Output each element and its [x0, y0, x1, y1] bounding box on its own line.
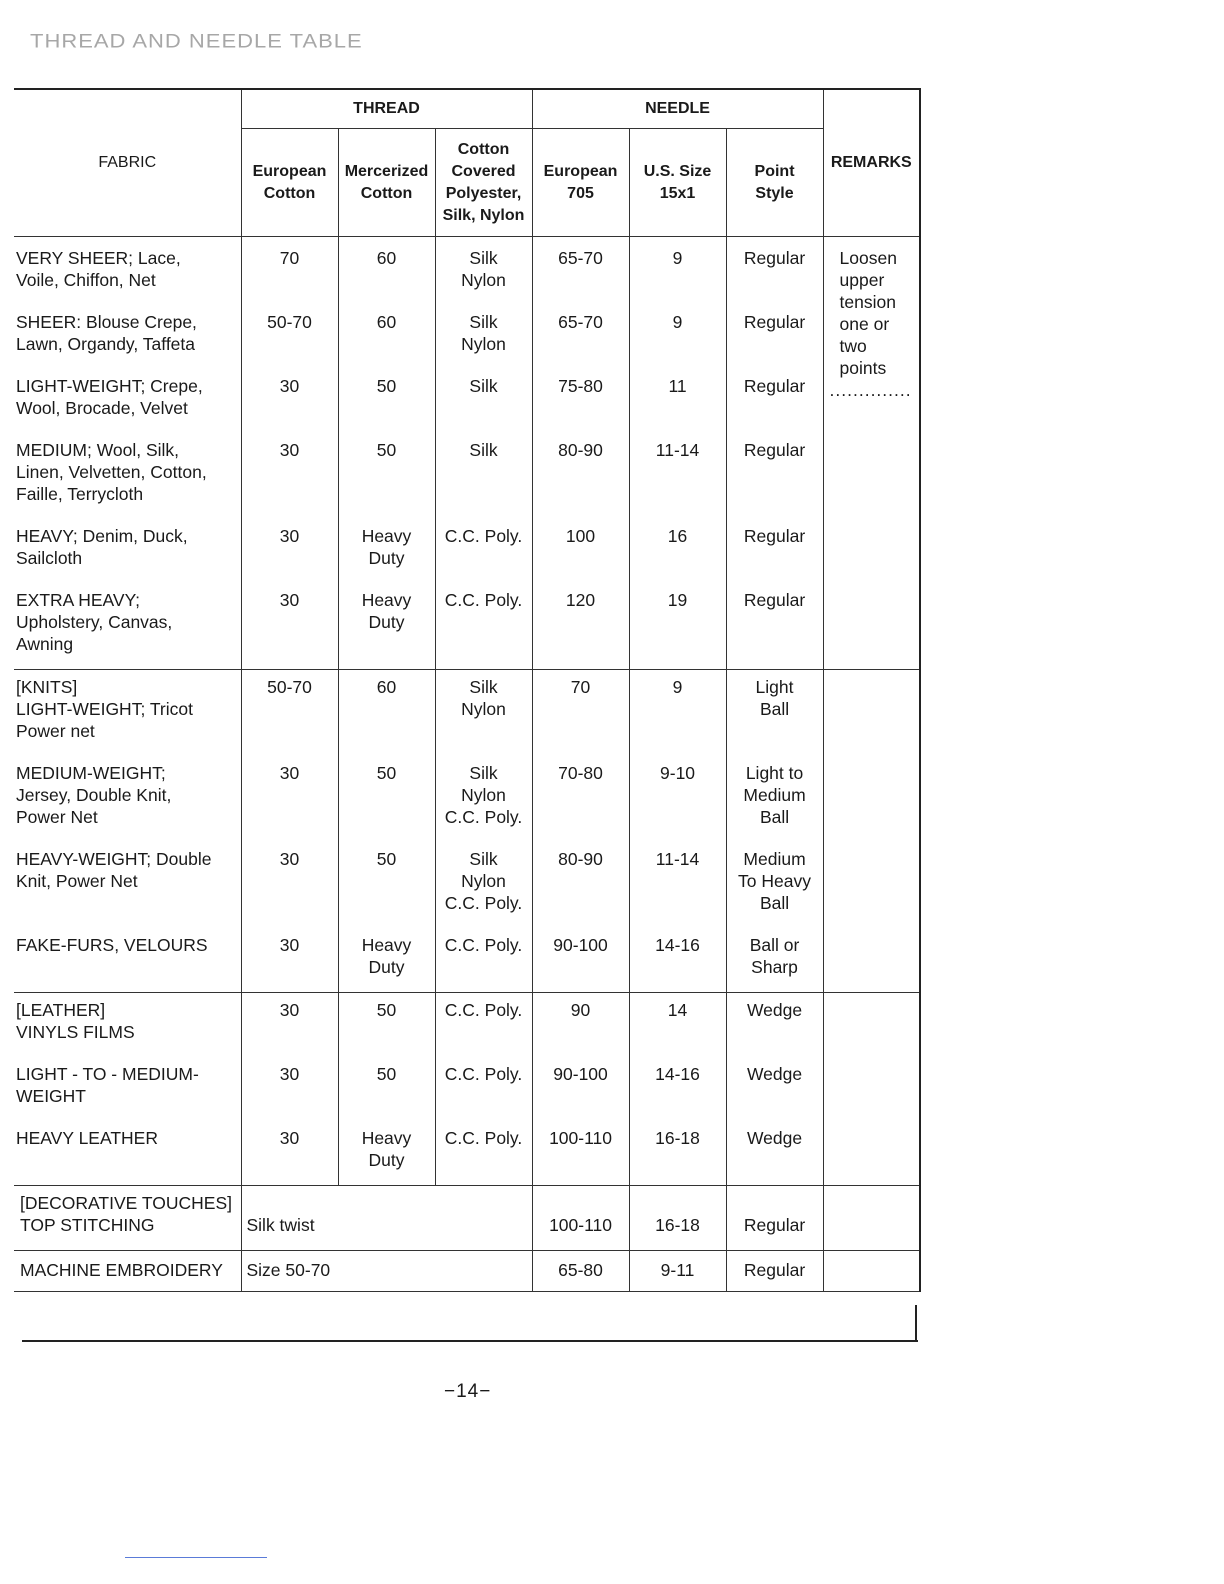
- text-line: Faille, Terrycloth: [16, 484, 144, 504]
- fabric-cell: [14, 928, 241, 993]
- text-line: one or: [839, 314, 890, 334]
- text-line: 30: [279, 1000, 300, 1020]
- text-line: 70-80: [558, 763, 603, 783]
- mercerized-cotton-header: [338, 129, 435, 237]
- point-style-cell: [726, 842, 823, 928]
- cotton-covered-cell: [435, 433, 532, 519]
- european-705-cell: [532, 993, 629, 1058]
- text-line: Silk: [469, 440, 498, 460]
- text-line: Silk: [469, 312, 498, 332]
- page-number: −14−: [444, 1381, 492, 1402]
- us-size-cell: [629, 993, 726, 1058]
- point-style-cell: [726, 1251, 823, 1292]
- cotton-covered-cell: [435, 756, 532, 842]
- text-line: 9: [672, 677, 683, 697]
- fabric-cell: [14, 1057, 241, 1121]
- us-size-cell: [629, 433, 726, 519]
- european-705-cell: [532, 670, 629, 757]
- text-line: EXTRA HEAVY;: [16, 590, 140, 610]
- text-line: upper: [839, 270, 885, 290]
- text-line: Awning: [16, 634, 74, 654]
- us-size-cell: [629, 670, 726, 757]
- text-line: 50: [376, 763, 397, 783]
- european-705-cell: [532, 305, 629, 369]
- european-cotton-cell: [241, 519, 338, 583]
- text-line: Nylon: [461, 871, 506, 891]
- table-body: [14, 237, 920, 1292]
- fabric-cell: [14, 1121, 241, 1186]
- text-line: two: [839, 336, 867, 356]
- text-line: Nylon: [461, 334, 506, 354]
- text-line: 80-90: [558, 440, 603, 460]
- text-line: To Heavy: [738, 871, 811, 891]
- table-row: [14, 433, 920, 519]
- text-line: Regular: [743, 440, 806, 460]
- text-line: 30: [279, 763, 300, 783]
- table-row: [14, 670, 920, 757]
- text-line: MEDIUM; Wool, Silk,: [16, 440, 180, 460]
- fabric-cell: [14, 519, 241, 583]
- european-705-cell: [532, 1186, 629, 1251]
- text-line: 100-110: [549, 1128, 612, 1148]
- text-line: 50: [376, 849, 397, 869]
- text-line: Regular: [743, 1215, 806, 1235]
- text-line: Heavy: [361, 1128, 412, 1148]
- cotton-covered-cell: [435, 842, 532, 928]
- text-line: Regular: [743, 312, 806, 332]
- text-line: 50-70: [267, 677, 312, 697]
- text-line: 16-18: [655, 1215, 700, 1235]
- text-line: 9: [672, 312, 683, 332]
- european-705-cell: [532, 519, 629, 583]
- us-size-cell: [629, 1121, 726, 1186]
- text-line: WEIGHT: [16, 1086, 86, 1106]
- mercerized-cotton-cell: [338, 583, 435, 670]
- underline-mark: [125, 1557, 267, 1558]
- text-line: 11-14: [655, 849, 700, 869]
- fabric-cell: [14, 993, 241, 1058]
- text-line: 60: [376, 312, 397, 332]
- text-line: Duty: [368, 1150, 405, 1170]
- us-size-cell: [629, 1251, 726, 1292]
- text-line: European: [543, 162, 618, 180]
- table-row: [14, 928, 920, 993]
- thread-needle-table: [14, 88, 921, 1292]
- text-line: LIGHT-WEIGHT; Tricot: [16, 699, 193, 719]
- mercerized-cotton-cell: [338, 369, 435, 433]
- text-line: C.C. Poly.: [444, 935, 523, 955]
- cotton-covered-cell: [435, 670, 532, 757]
- european-cotton-cell: [241, 583, 338, 670]
- table-row: [14, 993, 920, 1058]
- text-line: Upholstery, Canvas,: [16, 612, 173, 632]
- text-line: VINYLS FILMS: [16, 1022, 135, 1042]
- text-line: 50: [376, 1064, 397, 1084]
- table-row: [14, 1186, 920, 1251]
- european-cotton-cell: [241, 1121, 338, 1186]
- text-line: Style: [755, 184, 794, 202]
- point-style-cell: [726, 928, 823, 993]
- table-row: [14, 369, 920, 433]
- table-row: [14, 1251, 920, 1292]
- european-705-cell: [532, 928, 629, 993]
- point-style-cell: [726, 1121, 823, 1186]
- cotton-covered-cell: [435, 583, 532, 670]
- european-cotton-cell: [241, 928, 338, 993]
- mercerized-cotton-cell: [338, 1057, 435, 1121]
- fabric-cell: [14, 756, 241, 842]
- text-line: 14-16: [655, 935, 700, 955]
- remarks-dots: ..............: [829, 380, 912, 400]
- text-line: Heavy: [361, 935, 412, 955]
- fabric-cell: [14, 237, 241, 306]
- text-line: VERY SHEER; Lace,: [16, 248, 181, 268]
- text-line: C.C. Poly.: [444, 590, 523, 610]
- text-line: Covered: [451, 162, 516, 180]
- text-line: C.C. Poly.: [444, 1064, 523, 1084]
- european-cotton-header: [241, 129, 338, 237]
- text-line: 100-110: [549, 1215, 612, 1235]
- mercerized-cotton-cell: [338, 928, 435, 993]
- us-size-cell: [629, 842, 726, 928]
- text-line: SHEER: Blouse Crepe,: [16, 312, 197, 332]
- remarks-cell: [823, 1251, 920, 1292]
- european-cotton-cell: [241, 1057, 338, 1121]
- us-size-header: [629, 129, 726, 237]
- mercerized-cotton-cell: [338, 842, 435, 928]
- text-line: 11: [668, 376, 687, 396]
- text-line: 30: [279, 849, 300, 869]
- text-line: 80-90: [558, 849, 603, 869]
- fabric-cell: [14, 842, 241, 928]
- text-line: 9-11: [660, 1260, 695, 1280]
- text-line: C.C. Poly.: [444, 1128, 523, 1148]
- us-size-cell: [629, 928, 726, 993]
- cotton-covered-cell: [435, 928, 532, 993]
- cotton-covered-cell: [435, 519, 532, 583]
- european-cotton-cell: [241, 670, 338, 757]
- text-line: 90-100: [553, 1064, 608, 1084]
- european-cotton-cell: [241, 305, 338, 369]
- text-line: C.C. Poly.: [444, 893, 523, 913]
- table-row: [14, 1057, 920, 1121]
- table-row: [14, 305, 920, 369]
- text-line: Linen, Velvetten, Cotton,: [16, 462, 207, 482]
- text-line: Knit, Power Net: [16, 871, 138, 891]
- text-line: Silk twist: [246, 1215, 315, 1235]
- table-row: [14, 583, 920, 670]
- text-line: C.C. Poly.: [444, 526, 523, 546]
- us-size-cell: [629, 1057, 726, 1121]
- us-size-cell: [629, 369, 726, 433]
- point-style-cell: [726, 670, 823, 757]
- text-line: 14: [667, 1000, 688, 1020]
- text-line: Power Net: [16, 807, 98, 827]
- text-line: TOP STITCHING: [20, 1215, 155, 1235]
- cotton-covered-cell: [435, 1121, 532, 1186]
- cotton-covered-cell: [435, 1057, 532, 1121]
- text-line: 70: [279, 248, 300, 268]
- us-size-cell: [629, 1186, 726, 1251]
- text-line: Point: [754, 162, 795, 180]
- needle-header: NEEDLE: [532, 89, 823, 129]
- text-line: Light to: [745, 763, 804, 783]
- text-line: 60: [376, 677, 397, 697]
- text-line: Duty: [368, 612, 405, 632]
- fabric-cell: [14, 433, 241, 519]
- fabric-cell: [14, 305, 241, 369]
- cotton-covered-cell: [435, 305, 532, 369]
- text-line: 50: [376, 440, 397, 460]
- text-line: 65-80: [558, 1260, 603, 1280]
- text-line: 30: [279, 526, 300, 546]
- text-line: 50-70: [267, 312, 312, 332]
- text-line: HEAVY LEATHER: [16, 1128, 158, 1148]
- text-line: 120: [565, 590, 596, 610]
- text-line: Cotton: [360, 184, 413, 202]
- remarks-header: REMARKS: [823, 89, 920, 237]
- remarks-cell: [823, 1186, 920, 1251]
- point-style-cell: [726, 519, 823, 583]
- table-row: [14, 519, 920, 583]
- text-line: Wedge: [746, 1128, 803, 1148]
- text-line: Ball: [759, 893, 790, 913]
- text-line: Regular: [743, 1260, 806, 1280]
- thread-span-cell: [241, 1251, 532, 1292]
- european-705-cell: [532, 583, 629, 670]
- table-row: [14, 756, 920, 842]
- text-line: 705: [567, 184, 594, 202]
- text-line: Voile, Chiffon, Net: [16, 270, 156, 290]
- cotton-covered-cell: [435, 237, 532, 306]
- european-cotton-cell: [241, 433, 338, 519]
- us-size-cell: [629, 305, 726, 369]
- point-style-cell: [726, 237, 823, 306]
- european-cotton-cell: [241, 842, 338, 928]
- mercerized-cotton-cell: [338, 305, 435, 369]
- text-line: U.S. Size: [643, 162, 712, 180]
- fabric-cell: [14, 670, 241, 757]
- table-row: [14, 842, 920, 928]
- text-line: Ball: [759, 807, 790, 827]
- remarks-cell: [823, 237, 920, 670]
- text-line: 30: [279, 440, 300, 460]
- text-line: Wedge: [746, 1064, 803, 1084]
- text-line: 30: [279, 590, 300, 610]
- text-line: LIGHT-WEIGHT; Crepe,: [16, 376, 203, 396]
- point-style-cell: [726, 993, 823, 1058]
- remarks-cell: [823, 993, 920, 1186]
- text-line: Nylon: [461, 270, 506, 290]
- fabric-cell: [14, 1251, 241, 1292]
- fabric-cell: [14, 583, 241, 670]
- us-size-cell: [629, 237, 726, 306]
- mercerized-cotton-cell: [338, 993, 435, 1058]
- text-line: 15x1: [659, 184, 696, 202]
- table-edge: [915, 1305, 917, 1342]
- text-line: 100: [565, 526, 596, 546]
- text-line: 75-80: [558, 376, 603, 396]
- text-line: MACHINE EMBROIDERY: [20, 1260, 223, 1280]
- point-style-header: [726, 129, 823, 237]
- section-label: [LEATHER]: [16, 1000, 106, 1020]
- european-705-cell: [532, 842, 629, 928]
- european-705-header: [532, 129, 629, 237]
- european-705-cell: [532, 1251, 629, 1292]
- us-size-cell: [629, 519, 726, 583]
- text-line: Silk: [469, 248, 498, 268]
- point-style-cell: [726, 1057, 823, 1121]
- point-style-cell: [726, 433, 823, 519]
- section-label: [KNITS]: [16, 677, 78, 697]
- section-label: [DECORATIVE TOUCHES]: [20, 1193, 232, 1213]
- text-line: Cotton: [457, 140, 510, 158]
- text-line: Heavy: [361, 590, 412, 610]
- point-style-cell: [726, 305, 823, 369]
- text-line: 70: [570, 677, 591, 697]
- text-line: Heavy: [361, 526, 412, 546]
- text-line: Regular: [743, 376, 806, 396]
- european-705-cell: [532, 237, 629, 306]
- european-705-cell: [532, 369, 629, 433]
- mercerized-cotton-cell: [338, 1121, 435, 1186]
- text-line: Regular: [743, 590, 806, 610]
- text-line: MEDIUM-WEIGHT;: [16, 763, 166, 783]
- text-line: Jersey, Double Knit,: [16, 785, 172, 805]
- text-line: Lawn, Organdy, Taffeta: [16, 334, 196, 354]
- table-bottom-rule: [22, 1340, 918, 1342]
- text-line: 14-16: [655, 1064, 700, 1084]
- text-line: C.C. Poly.: [444, 1000, 523, 1020]
- european-705-cell: [532, 1121, 629, 1186]
- table-row: [14, 237, 920, 306]
- european-705-cell: [532, 1057, 629, 1121]
- text-line: Mercerized: [344, 162, 429, 180]
- text-line: 30: [279, 935, 300, 955]
- text-line: points: [839, 358, 887, 378]
- text-line: HEAVY; Denim, Duck,: [16, 526, 188, 546]
- remarks-cell: [823, 670, 920, 993]
- text-line: Nylon: [461, 785, 506, 805]
- text-line: Medium: [743, 849, 806, 869]
- point-style-cell: [726, 369, 823, 433]
- us-size-cell: [629, 756, 726, 842]
- thread-span-cell: [241, 1186, 532, 1251]
- cotton-covered-cell: [435, 369, 532, 433]
- text-line: 65-70: [558, 312, 603, 332]
- text-line: 60: [376, 248, 397, 268]
- text-line: Loosen: [839, 248, 897, 268]
- text-line: Size 50-70: [246, 1260, 331, 1280]
- cotton-covered-header: [435, 129, 532, 237]
- text-line: 16: [667, 526, 688, 546]
- text-line: Power net: [16, 721, 95, 741]
- text-line: C.C. Poly.: [444, 807, 523, 827]
- text-line: FAKE-FURS, VELOURS: [16, 935, 208, 955]
- text-line: tension: [839, 292, 896, 312]
- text-line: 11-14: [655, 440, 700, 460]
- text-line: Nylon: [461, 699, 506, 719]
- text-line: LIGHT - TO - MEDIUM-: [16, 1064, 199, 1084]
- text-line: 30: [279, 1128, 300, 1148]
- text-line: 30: [279, 376, 300, 396]
- us-size-cell: [629, 583, 726, 670]
- european-705-cell: [532, 756, 629, 842]
- table-row: [14, 1121, 920, 1186]
- text-line: European: [252, 162, 327, 180]
- text-line: Duty: [368, 957, 405, 977]
- fabric-cell: [14, 369, 241, 433]
- text-line: Wool, Brocade, Velvet: [16, 398, 188, 418]
- european-cotton-cell: [241, 369, 338, 433]
- mercerized-cotton-cell: [338, 670, 435, 757]
- european-cotton-cell: [241, 237, 338, 306]
- text-line: Wedge: [746, 1000, 803, 1020]
- page-title: THREAD AND NEEDLE TABLE: [30, 29, 363, 52]
- text-line: Silk: [469, 376, 498, 396]
- point-style-cell: [726, 1186, 823, 1251]
- text-line: Light: [755, 677, 794, 697]
- text-line: Sailcloth: [16, 548, 83, 568]
- text-line: 19: [667, 590, 688, 610]
- text-line: 9-10: [660, 763, 696, 783]
- point-style-cell: [726, 583, 823, 670]
- text-line: 16-18: [655, 1128, 700, 1148]
- text-line: Silk: [469, 849, 498, 869]
- point-style-cell: [726, 756, 823, 842]
- text-line: Duty: [368, 548, 405, 568]
- text-line: 65-70: [558, 248, 603, 268]
- text-line: Ball or: [749, 935, 800, 955]
- mercerized-cotton-cell: [338, 237, 435, 306]
- mercerized-cotton-cell: [338, 756, 435, 842]
- cotton-covered-cell: [435, 993, 532, 1058]
- fabric-cell: [14, 1186, 241, 1251]
- text-line: Regular: [743, 526, 806, 546]
- text-line: Ball: [759, 699, 790, 719]
- text-line: 50: [376, 376, 397, 396]
- text-line: Silk: [469, 763, 498, 783]
- fabric-header: FABRIC: [98, 154, 157, 171]
- text-line: Polyester,: [445, 184, 522, 202]
- thread-header: THREAD: [241, 89, 532, 129]
- text-line: Medium: [743, 785, 806, 805]
- text-line: HEAVY-WEIGHT; Double: [16, 849, 212, 869]
- european-cotton-cell: [241, 756, 338, 842]
- text-line: Silk: [469, 677, 498, 697]
- mercerized-cotton-cell: [338, 519, 435, 583]
- text-line: Sharp: [751, 957, 798, 977]
- european-705-cell: [532, 433, 629, 519]
- mercerized-cotton-cell: [338, 433, 435, 519]
- text-line: 50: [376, 1000, 397, 1020]
- text-line: 9: [672, 248, 683, 268]
- text-line: Silk, Nylon: [442, 206, 525, 224]
- text-line: Cotton: [263, 184, 316, 202]
- text-line: 90-100: [553, 935, 608, 955]
- text-line: Regular: [743, 248, 806, 268]
- european-cotton-cell: [241, 993, 338, 1058]
- text-line: 90: [570, 1000, 591, 1020]
- text-line: 30: [279, 1064, 300, 1084]
